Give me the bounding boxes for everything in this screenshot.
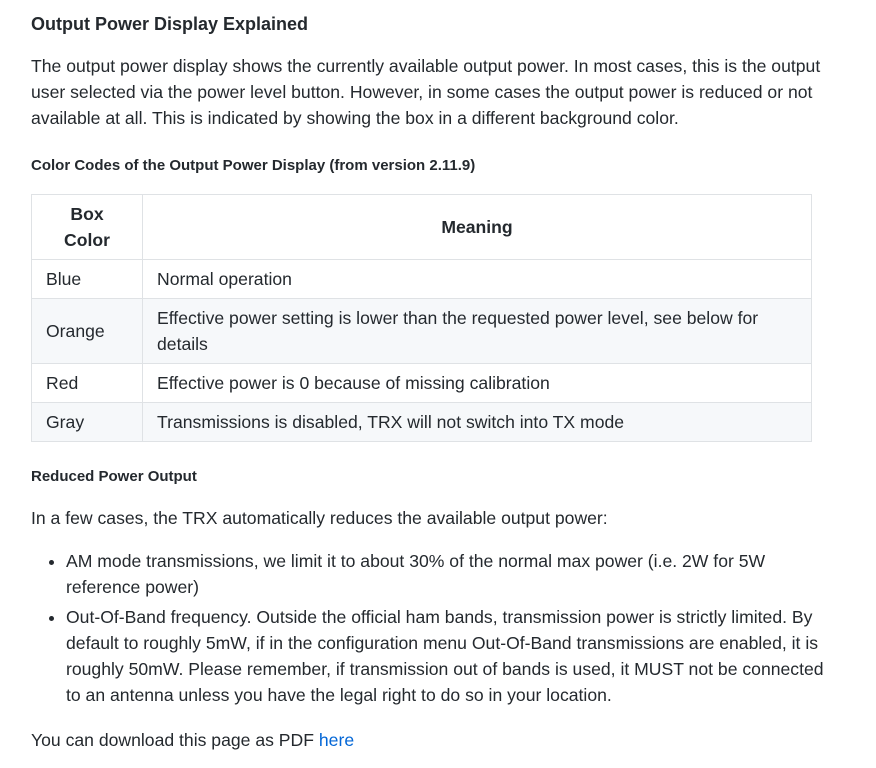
table-row xyxy=(32,299,812,364)
box-color-cell: Orange xyxy=(32,299,143,364)
column-header-box-color: Box Color xyxy=(32,195,143,260)
download-paragraph xyxy=(31,727,354,753)
table-row xyxy=(32,403,812,442)
box-color-cell: Gray xyxy=(32,403,143,442)
table-header-row xyxy=(32,195,812,260)
reduced-power-list xyxy=(31,548,826,712)
table-row xyxy=(32,364,812,403)
color-codes-table xyxy=(31,194,812,442)
intro-paragraph: The output power display shows the currently available output power. In most cases, this is the output user selected via the power level button. However, in some cases the output power is reduced or not available at all. This is indicated by showing the box in a different background color. xyxy=(31,56,821,128)
pdf-download-link[interactable]: here xyxy=(318,730,355,750)
meaning-cell: Effective power setting is lower than the requested power level, see below for details xyxy=(143,299,812,364)
table-row xyxy=(32,260,812,299)
box-color-cell: Blue xyxy=(32,260,143,299)
color-codes-heading: Color Codes of the Output Power Display (from version 2.11.9) xyxy=(31,157,476,174)
meaning-cell: Normal operation xyxy=(143,260,812,299)
reduced-power-intro: In a few cases, the TRX automatically reduces the available output power: xyxy=(31,508,608,528)
box-color-cell: Red xyxy=(32,364,143,403)
meaning-cell: Transmissions is disabled, TRX will not switch into TX mode xyxy=(143,403,812,442)
meaning-cell: Effective power is 0 because of missing calibration xyxy=(143,364,812,403)
list-item: • AM mode transmissions, we limit it to about 30% of the normal max power (i.e. 2W for 5W reference power) xyxy=(66,548,826,600)
column-header-meaning: Meaning xyxy=(143,195,812,260)
list-item: • Out-Of-Band frequency. Outside the official ham bands, transmission power is strictly limited. By default to roughly 5mW, if in the configuration menu Out-Of-Band transmissions are enabled, it is roughly 50mW. Please remember, if transmission out of bands is used, it MUST not be connected to an antenna unless you have the legal right to do so in your location. xyxy=(66,604,826,708)
download-text: You can download this page as PDF xyxy=(31,730,319,750)
section-title: Output Power Display Explained xyxy=(31,14,309,34)
reduced-power-heading: Reduced Power Output xyxy=(31,468,197,485)
